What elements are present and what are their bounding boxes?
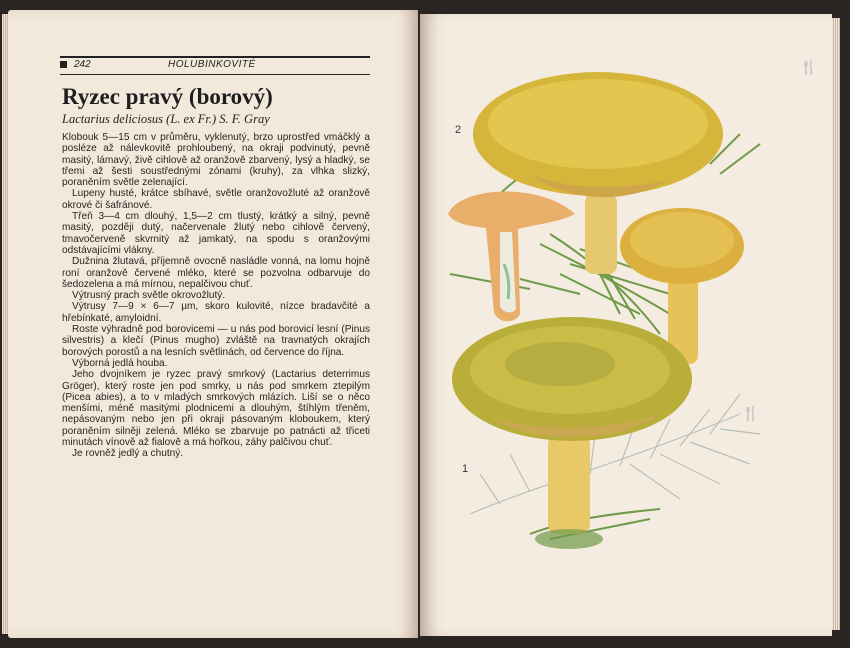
- stem-top: [585, 194, 617, 274]
- paragraph: Klobouk 5—15 cm v průměru, vyklenutý, brzo uprostřed vmáčklý a posléze až nálevkovitě prohloubený, na okraji podvinutý, pevně masitý, lámavý, živě cihlově až oranžově zbarvený, lysý a hladký, se třemi až šesti soustřednými zónami (kruhy), za vlhka slizký, poraněním světle zelenající.: [62, 132, 370, 189]
- paragraph: Výtrusný prach světle okrovožlutý.: [72, 290, 226, 302]
- header-square-icon: [60, 61, 67, 68]
- page-number: 242: [74, 59, 91, 70]
- latin-name: Lactarius deliciosus (L. ex Fr.) S. F. Gray: [62, 112, 270, 126]
- cap-right-highlight: [630, 212, 734, 268]
- cap-top-highlight: [488, 79, 708, 169]
- paragraph: Roste výhradně pod borovicemi — u nás pod borovicí lesní (Pinus silvestris) a klečí (Pinus mugho) zvláště na travnatých okrajích borových porostů a na lesních světlinách, od července do října.: [62, 324, 370, 358]
- running-header: [60, 56, 370, 75]
- paragraph: Výtrusy 7—9 × 6—7 µm, skoro kulovité, nízce bradavčité a hřebínkaté, amyloidní.: [62, 301, 370, 324]
- paragraph: Lupeny husté, krátce sbíhavé, světle oranžovožluté až oranžově okrové či šafránové.: [62, 188, 370, 211]
- paragraph: Jeho dvojníkem je ryzec pravý smrkový (Lactarius deterrimus Gröger), který roste jen pod smrky, u nás pod smrkem ztepilým (Picea abies), a to v mladých smrkových mlázích. Liší se o něco menšími, méně masitými plodnicemi a dlouhým, štíhlým třeněm, nepásovaným nebo jen při okraji pásovaným kloboukem, který poraněním silněji zelená. Mléko se zbarvuje po patnácti až třiceti minutách vínově až fialově a má hořkou, záhy palčivou chuť.: [62, 369, 370, 449]
- description-text: [62, 132, 370, 460]
- figure-label-1: 1: [462, 463, 469, 475]
- paragraph: Dužnina žlutavá, příjemně ovocně nasládle vonná, na lomu hojně roní oranžově červené mléko, které se pozvolna odbarvuje do šedozelena a má mírnou, nepalčivou chuť.: [62, 256, 370, 290]
- paragraph: Třeň 3—4 cm dlouhý, 1,5—2 cm tlustý, krátký a silný, pevně masitý, později dutý, načervenale žlutý nebo cihlově červený, tmavočerveně skvrnitý až jamkatý, na spodu s oranžovými odstávajícími vlákny.: [62, 211, 370, 256]
- paragraph: Je rovněž jedlý a chutný.: [72, 448, 184, 460]
- paragraph: Výborná jedlá houba.: [72, 357, 168, 369]
- moss-base: [535, 529, 603, 549]
- section-title: HOLUBINKOVITÉ: [168, 59, 256, 70]
- species-title: Ryzec pravý (borový): [62, 84, 273, 109]
- cap-bottom-green-zone: [505, 342, 615, 386]
- fork-knife-icon: 🍴: [800, 60, 818, 76]
- fork-knife-icon: 🍴: [742, 406, 760, 422]
- mushroom-illustration: [420, 14, 832, 636]
- figure-label-2: 2: [455, 124, 462, 136]
- stem-bottom: [548, 434, 590, 534]
